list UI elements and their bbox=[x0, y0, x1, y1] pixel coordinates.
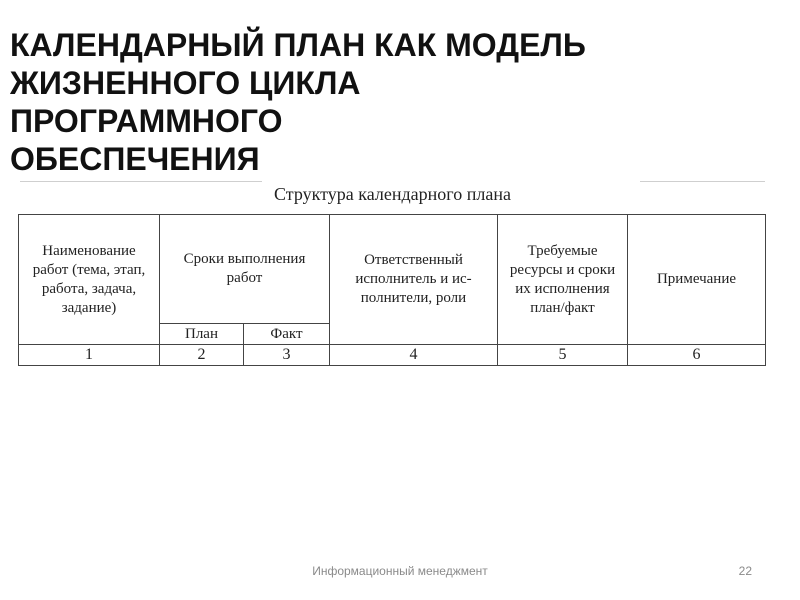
caption-rule-left bbox=[20, 181, 262, 182]
calendar-plan-table bbox=[18, 214, 766, 366]
table-number-row bbox=[19, 345, 766, 366]
caption-rule-right bbox=[640, 181, 765, 182]
column-number: 3 bbox=[244, 345, 330, 366]
column-number: 5 bbox=[498, 345, 628, 366]
subheader-fact: Факт bbox=[244, 324, 330, 345]
header-work-name: Наименование работ (тема, этап, работа, задача, задание) bbox=[19, 215, 160, 345]
footer-text: Информационный менеджмент bbox=[312, 564, 488, 578]
header-note: Примечание bbox=[628, 215, 766, 345]
column-number: 4 bbox=[330, 345, 498, 366]
table-caption: Структура календарного плана bbox=[274, 184, 511, 204]
page-number: 22 bbox=[738, 564, 752, 578]
slide-title: КАЛЕНДАРНЫЙ ПЛАН КАК МОДЕЛЬ ЖИЗНЕННОГО ЦИКЛА ПРОГРАММНОГО ОБЕСПЕЧЕНИЯ bbox=[10, 27, 586, 177]
header-resources: Требуемые ресурсы и сроки их исполнения план/факт bbox=[498, 215, 628, 345]
column-number: 2 bbox=[160, 345, 244, 366]
header-terms: Сроки выполнения работ bbox=[160, 215, 330, 324]
header-responsible: Ответственный исполнитель и ис-полнители, роли bbox=[330, 215, 498, 345]
column-number: 6 bbox=[628, 345, 766, 366]
subheader-plan: План bbox=[160, 324, 244, 345]
column-number: 1 bbox=[19, 345, 160, 366]
table-header-row bbox=[19, 215, 766, 324]
